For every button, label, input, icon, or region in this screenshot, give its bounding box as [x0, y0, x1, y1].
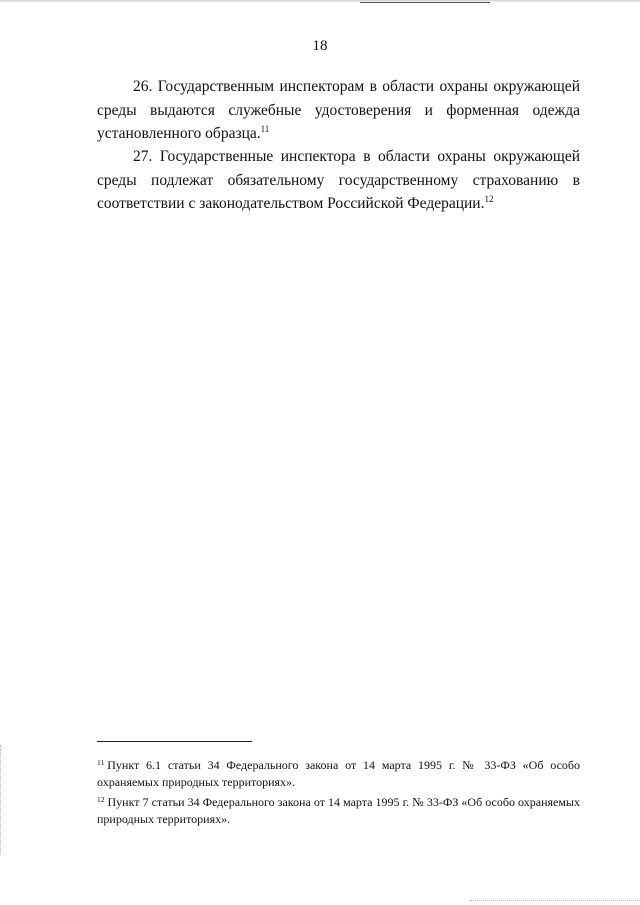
- paragraph-26: [97, 75, 580, 146]
- footnote-ref-11: 11: [260, 124, 270, 134]
- paragraph-26-text: 26. Государственным инспекторам в области охраны окружающей среды выдаются служебные удостоверения и форменная одежда установленного образца.: [97, 78, 580, 142]
- scan-bottom-marks: [470, 900, 640, 902]
- footnote-12: [97, 794, 580, 828]
- footnote-11-text: Пункт 6.1 статьи 34 Федерального закона от 14 марта 1995 г. № 33-ФЗ «Об особо охраняемых природных территориях».: [97, 758, 580, 789]
- footnote-marker-12: 12: [97, 795, 105, 804]
- scan-top-edge: [0, 0, 640, 3]
- footnote-separator: [97, 741, 252, 742]
- scan-top-rule: [360, 2, 490, 3]
- footnote-ref-12: 12: [484, 194, 494, 204]
- paragraph-27-text: 27. Государственные инспектора в области охраны окружающей среды подлежат обязательному государственному страхованию в соответствии с законодательством Российской Федерации.: [97, 148, 580, 212]
- footnote-12-text: Пункт 7 статьи 34 Федерального закона от 14 марта 1995 г. № 33-ФЗ «Об особо охраняемых природных территориях».: [97, 795, 580, 826]
- scan-left-marks: [0, 745, 3, 855]
- footnote-11: [97, 757, 580, 791]
- paragraph-27: [97, 145, 580, 216]
- page-number: 18: [312, 38, 328, 54]
- footnote-marker-11: 11: [97, 758, 105, 767]
